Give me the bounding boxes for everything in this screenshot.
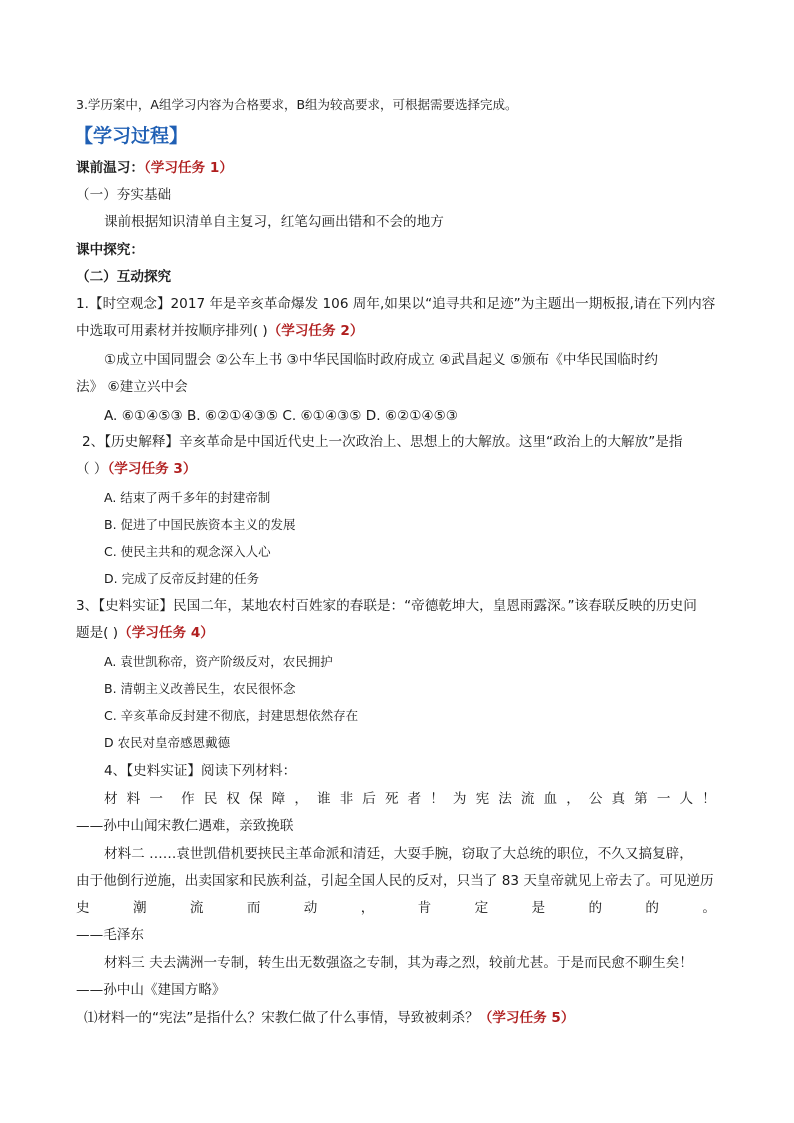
material-1-source: ——孙中山闻宋教仁遇难，亲致挽联 [76, 818, 294, 834]
q2-line2 [76, 459, 196, 479]
m1-char: 法 [498, 791, 512, 807]
m1-char: 血 [543, 791, 558, 807]
m1-char: ， [566, 791, 580, 807]
m1-char: 权 [226, 791, 240, 807]
m1-char: 者 [407, 791, 422, 807]
note-3: 3.学历案中，A组学习内容为合格要求，B组为较高要求，可根据需要选择完成。 [76, 97, 518, 112]
task-4: （学习任务 4） [118, 625, 214, 641]
q2-line1: 2、【历史解释】辛亥革命是中国近代史上一次政治上、思想上的大解放。这里“政治上的大解放”是指 [82, 434, 683, 450]
m1-char: 作 [181, 791, 195, 807]
part1-text: 课前根据知识清单自主复习，红笔勾画出错和不会的地方 [104, 214, 444, 230]
q2-option-b: B. 促进了中国民族资本主义的发展 [104, 517, 296, 532]
m1-char: ！ [430, 791, 444, 807]
m2-char: 的 [588, 900, 603, 916]
m2-char: 潮 [132, 900, 147, 916]
part2-title: （二）互动探究 [76, 269, 172, 285]
m1-char: 一 [149, 791, 163, 807]
task-2: （学习任务 2） [267, 323, 364, 339]
inclass-label: 课中探究： [76, 242, 144, 258]
m2-char: 是 [531, 900, 546, 916]
m1-char: ， [294, 791, 308, 807]
q4-title: 4、【史料实证】阅读下列材料： [104, 763, 297, 779]
q3-option-a: A. 袁世凯称帝，资产阶级反对，农民拥护 [104, 654, 333, 669]
q1-options: A. ⑥①④⑤③ B. ⑥②①④③⑤ C. ⑥①④③⑤ D. ⑥②①④⑤③ [104, 408, 458, 424]
material-1-line [104, 789, 716, 809]
q1-items-line2: 法》 ⑥建立兴中会 [76, 379, 188, 395]
m1-char: 人 [679, 791, 694, 807]
preclass-label: 课前温习： [76, 160, 144, 176]
material-3-line1: 材料三 夫去满洲一专制，转生出无数强盗之专制，其为毒之烈，较前尤甚。于是而民愈不聊生矣！ [104, 955, 693, 971]
q3-option-b: B. 清朝主义改善民生，农民很怀念 [104, 681, 296, 696]
q1-items-line1: ①成立中国同盟会 ②公车上书 ③中华民国临时政府成立 ④武昌起义 ⑤颁布《中华民国临时约 [104, 352, 658, 368]
m1-char: 流 [520, 791, 535, 807]
q3-option-c: C. 辛亥革命反封建不彻底，封建思想依然存在 [104, 708, 359, 723]
m1-char: 障 [271, 791, 286, 807]
q3-stem-end: 题是( ) [76, 625, 119, 641]
section-title: 【学习过程】 [74, 125, 189, 147]
m2-char: 的 [645, 900, 659, 916]
m1-char: 宪 [475, 791, 490, 807]
m2-char: 肯 [417, 900, 432, 916]
q3-line1: 3、【史料实证】民国二年，某地农村百姓家的春联是：“帝德乾坤大，皇恩雨露深。”该春联反映的历史问 [76, 598, 697, 614]
q2-option-c: C. 使民主共和的观念深入人心 [104, 544, 271, 559]
q4-sub1 [84, 1008, 574, 1028]
m1-char: 第 [634, 791, 648, 807]
m2-char: 定 [474, 900, 489, 916]
q1-stem-end: 中选取可用素材并按顺序排列( ) [76, 323, 268, 339]
m2-char: 流 [189, 900, 204, 916]
q2-option-a: A. 结束了两千多年的封建帝制 [104, 490, 271, 505]
part1-title: （一）夯实基础 [76, 187, 172, 203]
q2-stem-end: （ ） [76, 461, 108, 477]
m1-char: 真 [611, 791, 626, 807]
q1-line2 [76, 321, 363, 341]
m1-char: 料 [126, 791, 141, 807]
q3-line2 [76, 623, 214, 643]
m1-char: 材 [104, 791, 118, 807]
task-5: （学习任务 5） [478, 1010, 575, 1026]
q3-option-d: D 农民对皇帝感恩戴德 [104, 735, 231, 750]
q2-option-d: D. 完成了反帝反封建的任务 [104, 571, 260, 586]
material-2-line2: 由于他倒行逆施，出卖国家和民族利益，引起全国人民的反对，只当了 83 天皇帝就见上帝去了。可见逆历 [76, 873, 714, 889]
task-3: （学习任务 3） [107, 461, 197, 477]
m1-char: 保 [249, 791, 263, 807]
m2-char: 而 [246, 900, 261, 916]
m2-char: 史 [76, 900, 90, 916]
q4-sub1-text: ⑴材料一的“宪法”是指什么？宋教仁做了什么事情，导致被刺杀？ [84, 1010, 479, 1026]
material-2-source: ——毛泽东 [76, 927, 144, 943]
material-2-line1: 材料二 ……袁世凯借机要挟民主革命派和清廷，大耍手腕，窃取了大总统的职位，不久又搞复辟， [104, 846, 693, 862]
q1-line1: 1.【时空观念】2017 年是辛亥革命爆发 106 周年,如果以“追寻共和足迹”为主题出一期板报,请在下列内容 [76, 296, 716, 312]
material-2-line3 [76, 898, 716, 918]
task-1: （学习任务 1） [143, 160, 233, 176]
preclass-line [76, 158, 233, 178]
m1-char: 一 [656, 791, 671, 807]
m1-char: 死 [384, 791, 399, 807]
m2-char: ， [360, 900, 375, 916]
m1-char: 民 [203, 791, 218, 807]
m1-char: 后 [362, 791, 376, 807]
m2-char: 。 [702, 900, 716, 916]
m2-char: 动 [303, 900, 318, 916]
m1-char: 公 [588, 791, 603, 807]
m1-char: 非 [339, 791, 354, 807]
material-3-source: ——孙中山《建国方略》 [76, 982, 226, 998]
m1-char: 为 [452, 791, 467, 807]
m1-char: 谁 [316, 791, 331, 807]
m1-char: ！ [702, 791, 716, 807]
